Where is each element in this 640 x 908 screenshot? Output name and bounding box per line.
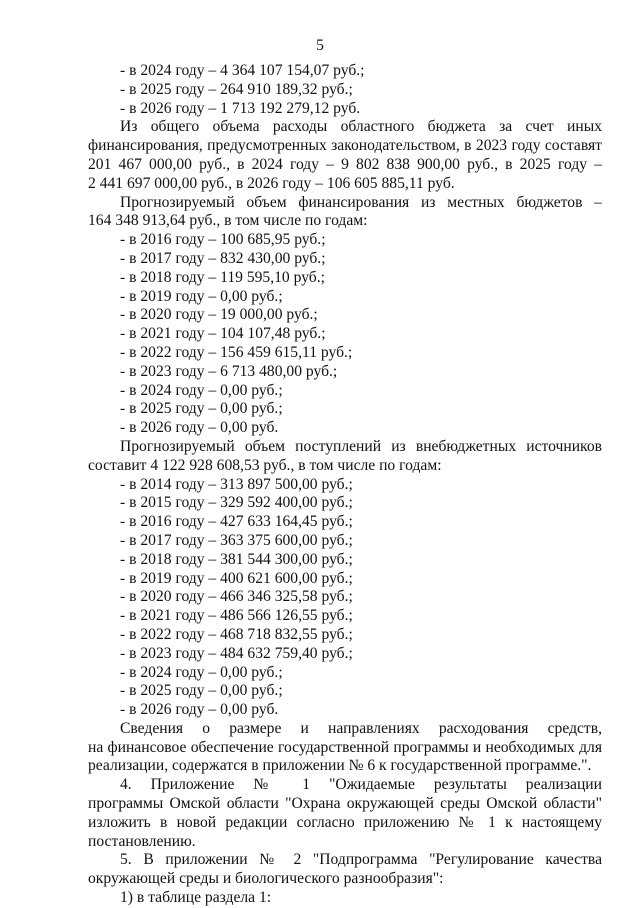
text-line: 4. Приложение № 1 "Ожидаемые результаты реализации [120, 776, 602, 794]
text-line: - в 2024 году – 4 364 107 154,07 руб.; [120, 62, 365, 79]
text-line: - в 2014 году – 313 897 500,00 руб.; [120, 475, 353, 493]
text-line: - в 2018 году – 119 595,10 руб.; [120, 268, 325, 286]
text-line: - в 2026 году – 1 713 192 279,12 руб. [120, 99, 361, 117]
text-line: - в 2019 году – 400 621 600,00 руб.; [120, 569, 353, 587]
text-line: - в 2020 году – 466 346 325,58 руб.; [120, 588, 353, 606]
text-line: Прогнозируемый объем поступлений из внебюджетных источников [120, 437, 602, 455]
text-line: - в 2022 году – 156 459 615,11 руб.; [120, 343, 353, 361]
text-line: - в 2024 году – 0,00 руб.; [120, 381, 283, 399]
page-number: 5 [316, 37, 324, 54]
text-line: - в 2019 году – 0,00 руб.; [120, 287, 283, 305]
text-line: - в 2020 году – 19 000,00 руб.; [120, 306, 318, 324]
text-line: - в 2025 году – 0,00 руб.; [120, 400, 283, 418]
document-body [88, 62, 602, 908]
text-line: - в 2022 году – 468 718 832,55 руб.; [120, 625, 353, 643]
text-line: Сведения о размере и направлениях расходования средств, [120, 719, 602, 737]
text-line: - в 2026 году – 0,00 руб. [120, 419, 279, 437]
text-line: - в 2025 году – 0,00 руб.; [120, 682, 283, 700]
text-line: 5. В приложении № 2 "Подпрограмма "Регулирование качества [120, 851, 602, 869]
text-line: - в 2024 году – 0,00 руб.; [120, 663, 283, 681]
text-line: Прогнозируемый объем финансирования из местных бюджетов – [120, 193, 602, 211]
text-line: реализации, содержатся в приложении № 6 к государственной программе.". [88, 757, 592, 775]
text-line: изложить в новой редакции согласно приложению № 1 к настоящему [88, 813, 602, 831]
text-line: постановлению. [88, 832, 196, 850]
text-line: 201 467 000,00 руб., в 2024 году – 9 802 838 900,00 руб., в 2025 году – [88, 155, 602, 173]
text-line: - в 2025 году – 264 910 189,32 руб.; [120, 80, 353, 98]
text-line: - в 2017 году – 363 375 600,00 руб.; [120, 531, 353, 549]
text-line: - в 2023 году – 6 713 480,00 руб.; [120, 362, 338, 380]
text-line: на финансовое обеспечение государственной программы и необходимых для [88, 738, 602, 756]
text-line: - в 2026 году – 0,00 руб. [120, 701, 279, 719]
text-line: 164 348 913,64 руб., в том числе по годам: [88, 212, 368, 230]
text-line: программы Омской области "Охрана окружающей среды Омской области" [88, 795, 602, 813]
text-line: 2 441 697 000,00 руб., в 2026 году – 106 605 885,11 руб. [88, 174, 455, 192]
text-line: - в 2021 году – 486 566 126,55 руб.; [120, 607, 353, 625]
text-line: - в 2015 году – 329 592 400,00 руб.; [120, 494, 353, 512]
text-line: окружающей среды и биологического разнообразия": [88, 870, 444, 888]
text-line: финансирования, предусмотренных законодательством, в 2023 году составят [88, 137, 602, 155]
text-line: - в 2021 году – 104 107,48 руб.; [120, 325, 326, 343]
text-line: - в 2018 году – 381 544 300,00 руб.; [120, 550, 353, 568]
text-line: - в 2016 году – 427 633 164,45 руб.; [120, 513, 353, 531]
text-line: - в 2023 году – 484 632 759,40 руб.; [120, 644, 353, 662]
text-line: Из общего объема расходы областного бюджета за счет иных [120, 118, 602, 136]
text-line: составит 4 122 928 608,53 руб., в том числе по годам: [88, 456, 442, 474]
text-line: - в 2016 году – 100 685,95 руб.; [120, 231, 326, 249]
text-line: 1) в таблице раздела 1: [120, 889, 272, 907]
text-line: - в 2017 году – 832 430,00 руб.; [120, 249, 326, 267]
